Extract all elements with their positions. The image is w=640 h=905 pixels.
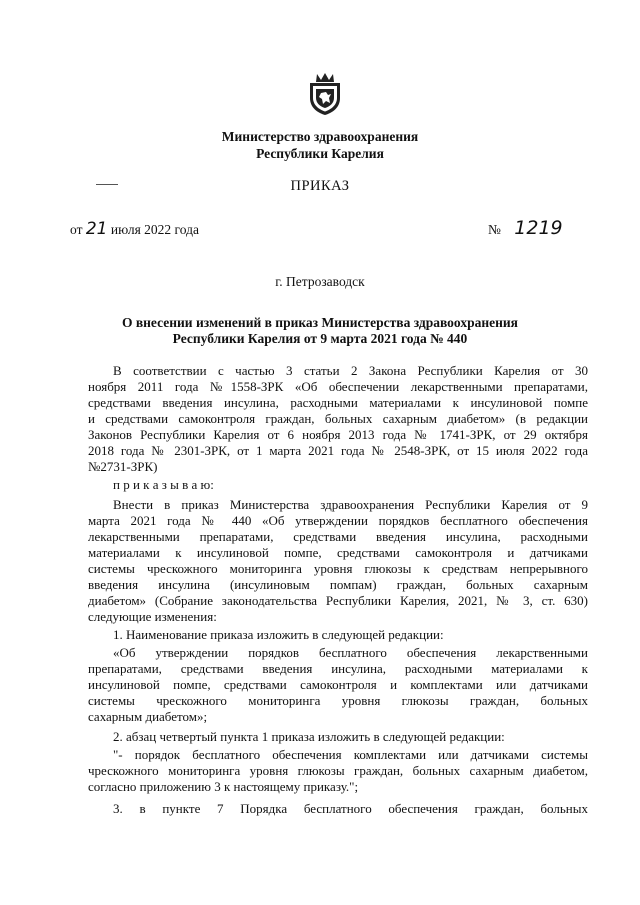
body-line: системы чрескожного мониторинга уровня глюкозы к средствам непрерывного [88,561,588,576]
body-line: и средствами самоконтроля граждан, больных сахарным диабетом» (в редакции [88,411,588,426]
body-line: «Об утверждении порядков бесплатного обеспечения лекарственными [113,645,588,660]
body-line: сахарным диабетом»; [88,709,208,724]
order-number [488,217,563,239]
body-line: Внести в приказ Министерства здравоохранения Республики Карелия от 9 [113,497,588,512]
body-line: диабетом» (Собрание законодательства Республики Карелия, 2021, № 3, ст. 630) [88,593,588,608]
order-day-handwritten: 21 [85,219,108,239]
body-line: инсулиновой помпе, средствами самоконтроля и комплектами или датчиками [88,677,588,692]
body-line: введения инсулина (инсулиновым помпам) граждан, больных сахарным [88,577,588,592]
karelia-coat-of-arms-icon [307,72,343,116]
body-line: "- порядок бесплатного обеспечения комплектами или датчиками системы [113,747,588,762]
date-month-year: июля 2022 года [110,222,199,237]
order-date [70,219,199,239]
body-line: чрескожного мониторинга уровня глюкозы граждан, больных сахарным диабетом, [88,763,588,778]
body-line: №2731-ЗРК) [88,459,158,474]
order-title: ПРИКАЗ [290,178,350,194]
subject-line2: Республики Карелия от 9 марта 2021 года № 440 [172,331,468,346]
ministry-name-line1: Министерство здравоохранения [221,129,419,144]
body-line: материалами к инсулиновой помпе, средствами самоконтроля и датчиками [88,545,588,560]
body-line: Законов Республики Карелия от 6 ноября 2013 года № 1741-ЗРК, от 29 октября [88,427,588,442]
body-line: 2. абзац четвертый пункта 1 приказа изложить в следующей редакции: [113,729,505,744]
order-number-handwritten: 1219 [514,217,563,239]
body-line: следующие изменения: [88,609,217,624]
ministry-name-line2: Республики Карелия [256,146,384,161]
body-line: средствами введения инсулина, расходными материалами к инсулиновой помпе [88,395,588,410]
body-line: 1. Наименование приказа изложить в следующей редакции: [113,627,444,642]
body-line: 3. в пункте 7 Порядка бесплатного обеспечения граждан, больных [113,801,588,816]
subject-line1: О внесении изменений в приказ Министерства здравоохранения [121,315,518,330]
body-line: системы чрескожного мониторинга уровня глюкозы граждан, больных [88,693,588,708]
body-line: согласно приложению 3 к настоящему приказу."; [88,779,359,794]
body-line: В соответствии с частью 3 статьи 2 Закона Республики Карелия от 30 [113,363,588,378]
body-line: лекарственными препаратами, средствами введения инсулина, расходными [88,529,588,544]
body-line: 2018 года № 2301-ЗРК, от 1 марта 2021 года № 2548-ЗРК, от 15 июля 2022 года [88,443,588,458]
body-line: ноября 2011 года №1558-ЗРК «Об обеспечении лекарственными препаратами, [88,379,588,394]
number-label: № [488,222,501,237]
city: г. Петрозаводск [275,274,365,289]
date-prefix: от [70,222,83,237]
body-line: марта 2021 года № 440 «Об утверждении порядков бесплатного обеспечения [88,513,588,528]
body-line: препаратами, средствами введения инсулина, расходными материалами к [88,661,588,676]
order-verb: п р и к а з ы в а ю: [113,477,214,492]
